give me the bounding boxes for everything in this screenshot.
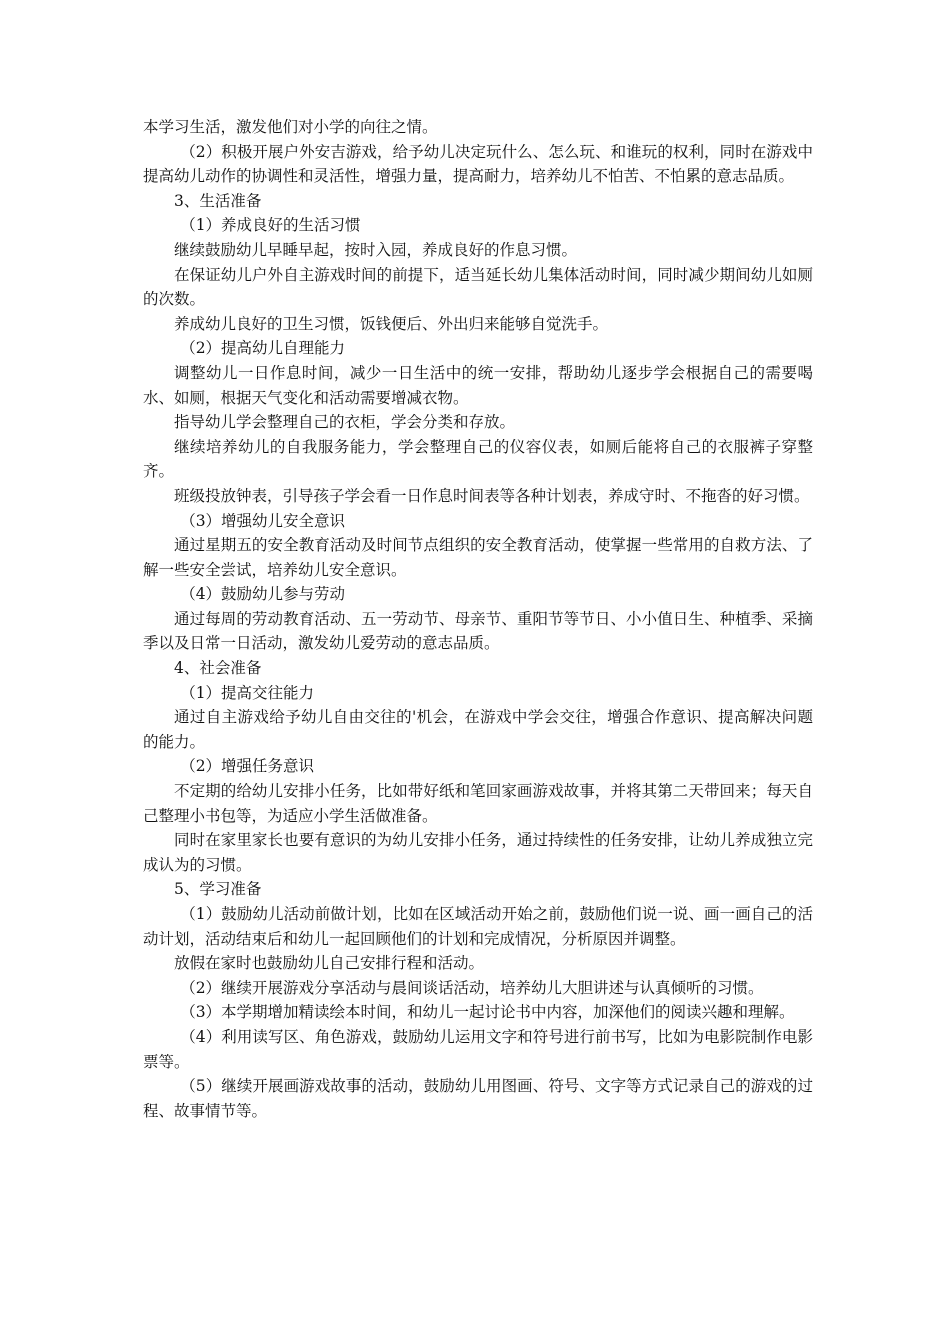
subsection-heading: （4）鼓励幼儿参与劳动: [180, 585, 346, 604]
subsection-heading: （2）提高幼儿自理能力: [180, 339, 346, 358]
subsection-heading: （1）养成良好的生活习惯: [180, 216, 361, 235]
paragraph: 继续鼓励幼儿早睡早起，按时入园，养成良好的作息习惯。: [174, 240, 578, 259]
paragraph: 调整幼儿一日作息时间，减少一日生活中的统一安排，帮助幼儿逐步学会根据自己的需要喝水、如厕，根据天气变化和活动需要增减衣物。: [143, 363, 813, 407]
paragraph: 不定期的给幼儿安排小任务，比如带好纸和笔回家画游戏故事，并将其第二天带回来；每天自己整理小书包等，为适应小学生活做准备。: [143, 782, 813, 825]
paragraph: 同时在家里家长也要有意识的为幼儿安排小任务，通过持续性的任务安排，让幼儿养成独立完成认为的习惯。: [143, 831, 813, 874]
section-heading: 5、学习准备: [174, 880, 262, 899]
subsection-heading: （3）增强幼儿安全意识: [180, 511, 346, 530]
paragraph: 放假在家时也鼓励幼儿自己安排行程和活动。: [174, 954, 485, 973]
paragraph: 班级投放钟表，引导孩子学会看一日作息时间表等各种计划表，养成守时、不拖沓的好习惯。: [174, 486, 810, 505]
section-heading: 4、社会准备: [174, 659, 262, 678]
paragraph: （3）本学期增加精读绘本时间，和幼儿一起讨论书中内容，加深他们的阅读兴趣和理解。: [180, 1003, 795, 1022]
paragraph: （5）继续开展画游戏故事的活动，鼓励幼儿用图画、符号、文字等方式记录自己的游戏的过程、故事情节等。: [143, 1077, 813, 1120]
paragraph: （2）继续开展游戏分享活动与晨间谈话活动，培养幼儿大胆讲述与认真倾听的习惯。: [180, 978, 764, 997]
paragraph: 本学习生活，激发他们对小学的向往之情。: [143, 118, 438, 136]
paragraph: 通过星期五的安全教育活动及时间节点组织的安全教育活动，使掌握一些常用的自救方法、了解一些安全尝试，培养幼儿安全意识。: [143, 536, 813, 579]
section-heading: 3、生活准备: [174, 191, 262, 210]
subsection-heading: （2）增强任务意识: [180, 757, 315, 776]
paragraph: 指导幼儿学会整理自己的衣柜，学会分类和存放。: [174, 413, 516, 432]
paragraph: （2）积极开展户外安吉游戏，给予幼儿决定玩什么、怎么玩、和谁玩的权利，同时在游戏中提高幼儿动作的协调性和灵活性，增强力量，提高耐力，培养幼儿不怕苦、不怕累的意志品质。: [143, 142, 813, 186]
paragraph: 继续培养幼儿的自我服务能力，学会整理自己的仪容仪表，如厕后能将自己的衣服裤子穿整齐。: [143, 437, 813, 481]
paragraph: （4）利用读写区、角色游戏，鼓励幼儿运用文字和符号进行前书写，比如为电影院制作电影票等。: [143, 1027, 813, 1071]
paragraph: 通过每周的劳动教育活动、五一劳动节、母亲节、重阳节等节日、小小值日生、种植季、采摘季以及日常一日活动，激发幼儿爱劳动的意志品质。: [143, 609, 813, 653]
paragraph: 养成幼儿良好的卫生习惯，饭钱便后、外出归来能够自觉洗手。: [174, 314, 609, 333]
document-body: [143, 115, 813, 1123]
subsection-heading: （1）提高交往能力: [180, 683, 315, 702]
paragraph: （1）鼓励幼儿活动前做计划，比如在区域活动开始之前，鼓励他们说一说、画一画自己的活动计划，活动结束后和幼儿一起回顾他们的计划和完成情况，分析原因并调整。: [143, 905, 813, 948]
paragraph: 在保证幼儿户外自主游戏时间的前提下，适当延长幼儿集体活动时间，同时减少期间幼儿如厕的次数。: [143, 265, 813, 309]
paragraph: 通过自主游戏给予幼儿自由交往的'机会，在游戏中学会交往，增强合作意识、提高解决问题的能力。: [143, 708, 813, 751]
